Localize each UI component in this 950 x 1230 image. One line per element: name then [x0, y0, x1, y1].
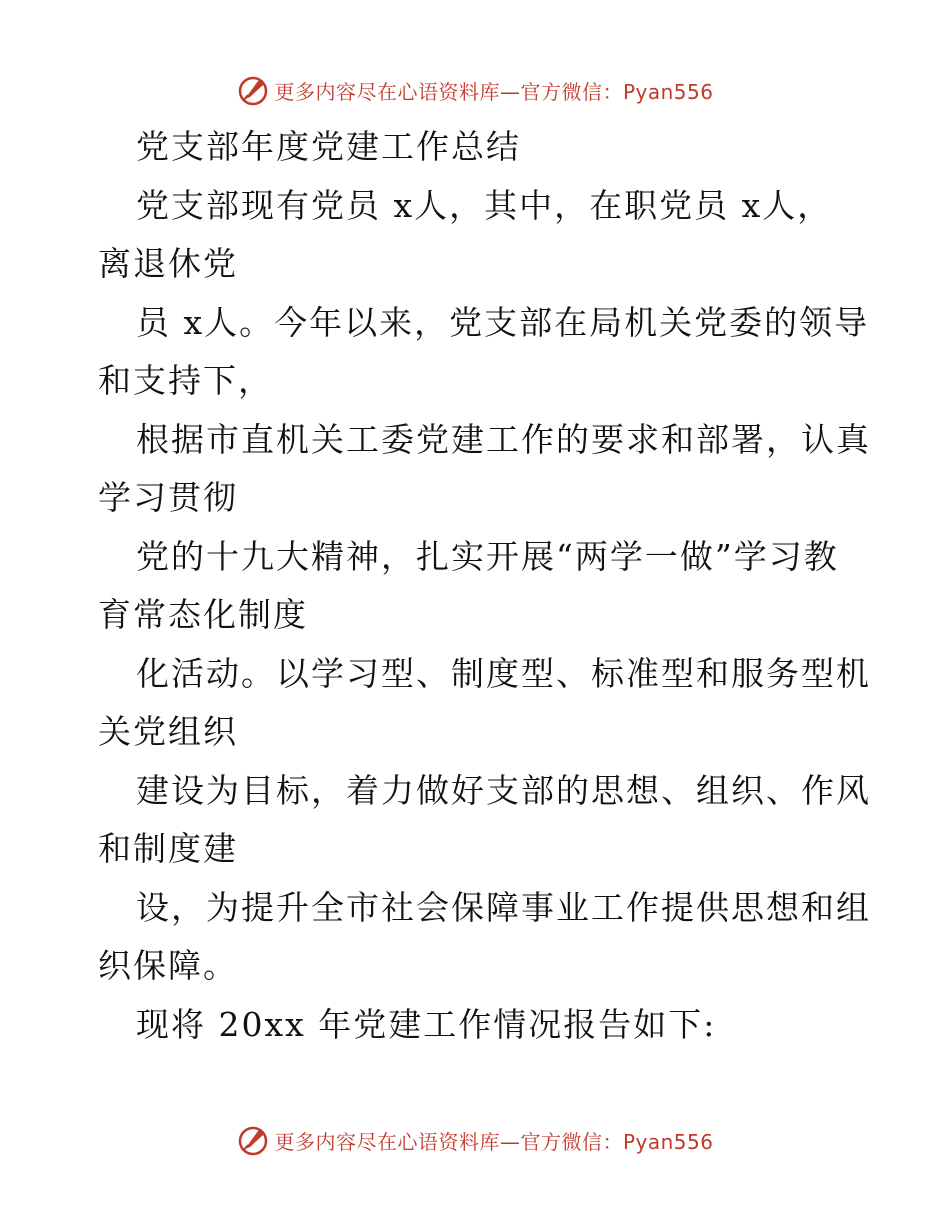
document-body: [98, 118, 871, 1054]
paragraph-line: 织保障。: [98, 946, 238, 985]
header-banner-text: 更多内容尽在心语资料库—官方微信：Pyan556: [274, 79, 714, 104]
paragraph-line: 学习贯彻: [98, 478, 238, 517]
paragraph-line: 和支持下，: [98, 361, 273, 400]
paragraph-line: 育常态化制度: [98, 595, 308, 634]
paragraph-line: 现将 20xx 年党建工作情况报告如下:: [136, 1004, 717, 1044]
header-banner: [0, 70, 950, 110]
footer-banner-text: 更多内容尽在心语资料库—官方微信：Pyan556: [274, 1129, 714, 1154]
paragraph-line: 党支部现有党员 x人，其中，在职党员 x人，: [136, 185, 833, 225]
document-title: 党支部年度党建工作总结: [136, 127, 521, 166]
feather-pen-logo-icon: [236, 73, 270, 107]
paragraph-line: 根据市直机关工委党建工作的要求和部署，认真: [136, 419, 871, 459]
paragraph-line: 员 x人。今年以来，党支部在局机关党委的领导: [136, 302, 870, 342]
paragraph-line: 离退休党: [98, 244, 238, 283]
paragraph-line: 化活动。以学习型、制度型、标准型和服务型机: [136, 653, 871, 693]
paragraph-line: 关党组织: [98, 712, 238, 751]
paragraph-line: 建设为目标，着力做好支部的思想、组织、作风: [136, 770, 871, 810]
footer-banner: [0, 1120, 950, 1160]
paragraph-line: 设，为提升全市社会保障事业工作提供思想和组: [136, 887, 871, 927]
paragraph-line: 和制度建: [98, 829, 238, 868]
paragraph-line: 党的十九大精神，扎实开展“两学一做”学习教: [136, 536, 839, 576]
feather-pen-logo-icon: [236, 1123, 270, 1157]
